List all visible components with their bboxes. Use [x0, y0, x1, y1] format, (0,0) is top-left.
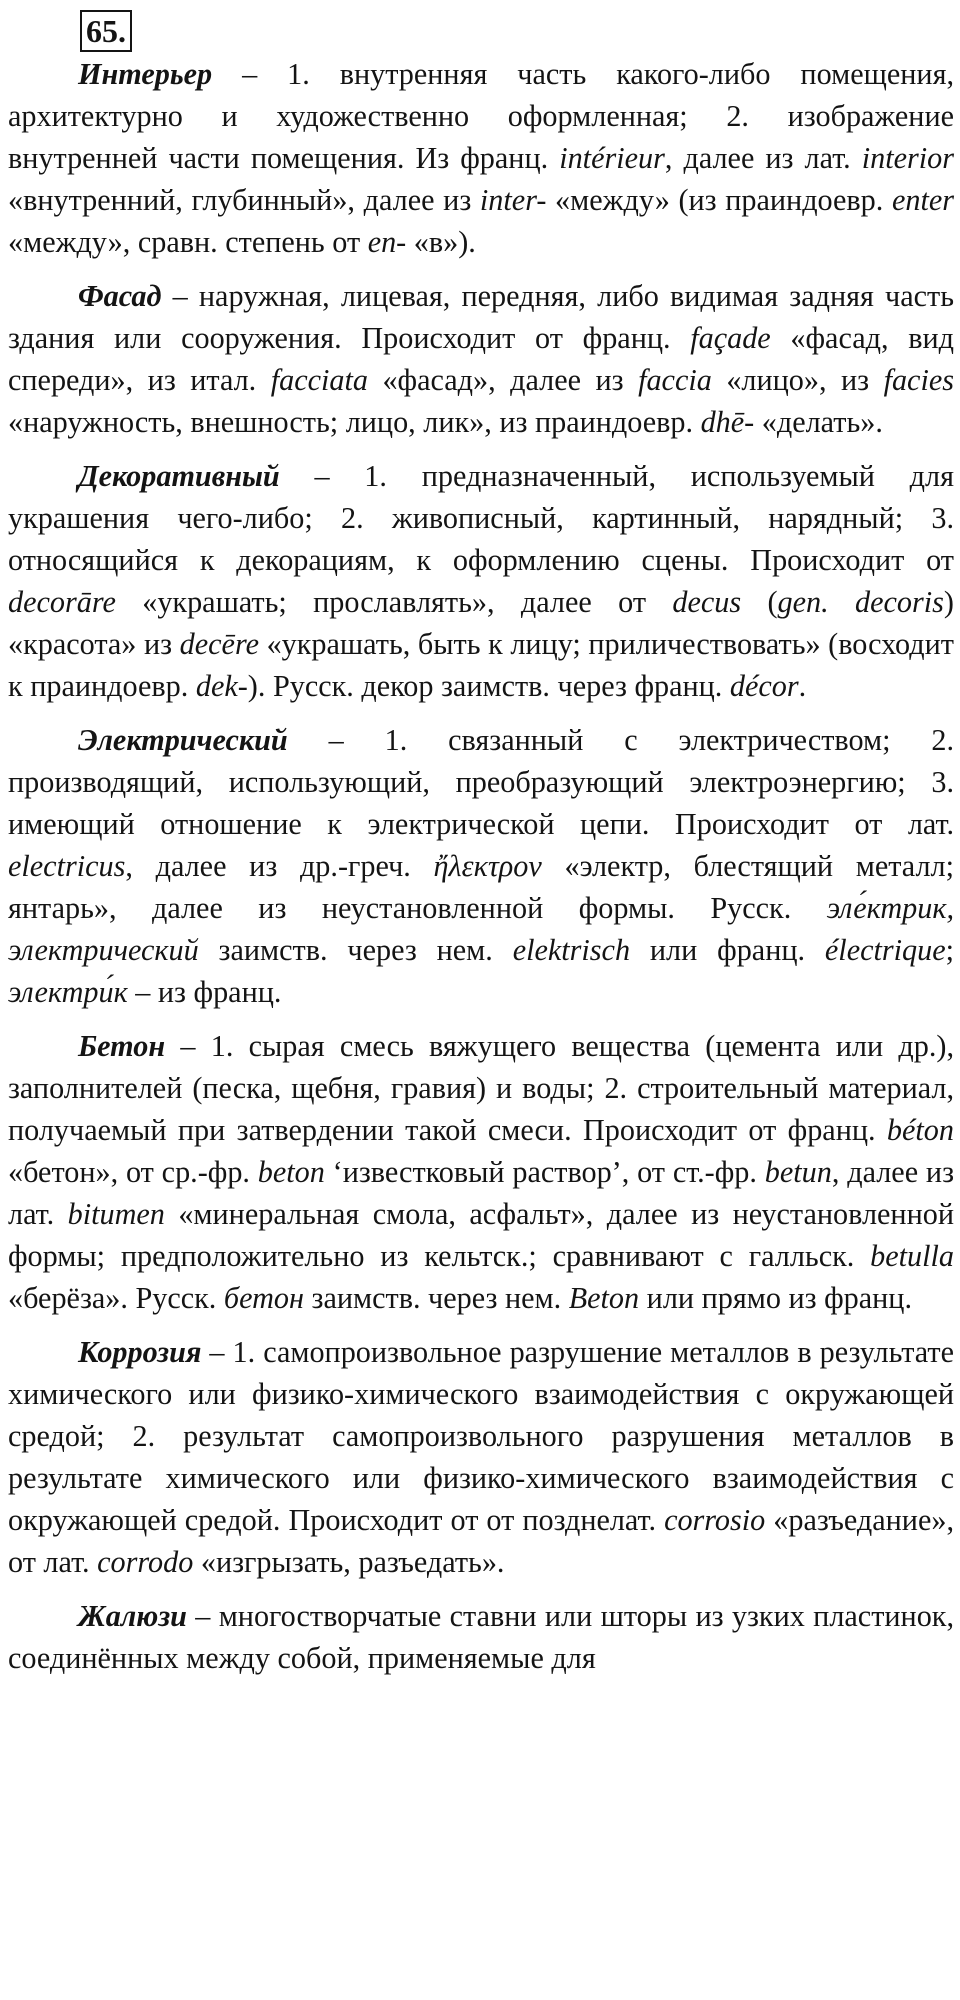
entry-text: «фасад», далее из [367, 363, 639, 397]
entry-term: Жалюзи [78, 1599, 187, 1633]
entry-text: «электр, блестящий металл; янтарь», далее из неустановленной формы. Русск. [8, 849, 954, 925]
entry-text: – 1. самопроизвольное разрушение металлов в результате химического или физико-химического взаимодействия с окружающей средой; 2. результат самопроизвольного разрушения металлов в результате химического или физико-химического взаимодействия с окружающей средой. Происходит от от позднелат. [8, 1335, 954, 1537]
entry-text: или франц. [630, 933, 825, 967]
italic-form: бетон [223, 1281, 304, 1315]
entry-text: заимств. через нем. [198, 933, 513, 967]
entry-term: Бетон [78, 1029, 166, 1063]
italic-form: betulla [870, 1239, 954, 1273]
entry-term: Коррозия [78, 1335, 202, 1369]
entry-text: «берёза». Русск. [8, 1281, 224, 1315]
italic-form: béton [886, 1113, 954, 1147]
italic-form: interior [861, 141, 954, 175]
entry-text: «минеральная смола, асфальт», далее из неустановленной формы; предположительно из кельтск.; сравнивают с галльск. [8, 1197, 954, 1273]
dictionary-entry [8, 1595, 954, 1679]
italic-form: corrosio [664, 1503, 766, 1537]
italic-form: inter- [479, 183, 547, 217]
entry-term: Декоративный [78, 459, 280, 493]
entry-text: «разъедание», от лат. [8, 1503, 955, 1579]
italic-form: ἤλεκτρον [433, 849, 542, 883]
italic-form: intérieur [559, 141, 665, 175]
italic-form: en- [367, 225, 407, 259]
italic-form: эле́ктрик, электрический [8, 891, 954, 967]
exercise-number: 65. [80, 10, 132, 52]
italic-form: bitumen [67, 1197, 165, 1231]
italic-form: facies [883, 363, 954, 397]
entry-text: «наружность, внешность; лицо, лик», из праиндоевр. [8, 405, 701, 439]
entry-term: Электрический [78, 723, 288, 757]
entry-text: – 1. внутренняя часть какого-либо помещения, архитектурно и художественно оформленная; 2. изображение внутренней части помещения. Из франц. [8, 57, 954, 175]
italic-form: elektrisch [512, 933, 631, 967]
entry-text: , далее из лат. [664, 141, 862, 175]
entry-text: . [798, 669, 807, 703]
entry-text: – 1. связанный с электричеством; 2. производящий, использующий, преобразующий электроэнергию; 3. имеющий отношение к электрической цепи. Происходит от лат. [8, 723, 954, 841]
entry-term: Интерьер [78, 57, 213, 91]
dictionary-entry [8, 455, 954, 707]
italic-form: betun [764, 1155, 832, 1189]
italic-form: enter [891, 183, 954, 217]
italic-form: электри́к [8, 975, 128, 1009]
exercise-header [8, 10, 954, 53]
entry-text: «внутренний, глубинный», далее из [8, 183, 480, 217]
dictionary-entry [8, 275, 954, 443]
italic-form: facciata [270, 363, 368, 397]
entry-text: – многостворчатые ставни или шторы из узких пластинок, соединённых между собой, применяемые для [8, 1599, 954, 1675]
entry-text: – из франц. [127, 975, 282, 1009]
entry-text: «лицо», из [711, 363, 884, 397]
italic-form: decorāre [8, 585, 116, 619]
italic-form: beton [257, 1155, 325, 1189]
italic-form: façade [690, 321, 771, 355]
italic-form: faccia [638, 363, 712, 397]
dictionary-entry [8, 1331, 954, 1583]
entry-text: , далее из лат. [8, 1155, 954, 1231]
entry-text: «делать». [754, 405, 883, 439]
entry-term: Фасад [78, 279, 162, 313]
entry-text: «в»). [406, 225, 476, 259]
italic-form: electricus [8, 849, 126, 883]
entry-text: «между», сравн. степень от [8, 225, 368, 259]
dictionary-entries [8, 53, 954, 1679]
dictionary-entry [8, 1025, 954, 1319]
entry-text: ‘известковый раствор’, от ст.-фр. [324, 1155, 765, 1189]
italic-form: decus [672, 585, 742, 619]
entry-text: – наружная, лицевая, передняя, либо видимая задняя часть здания или сооружения. Происходит от франц. [8, 279, 954, 355]
entry-text: ; [945, 933, 954, 967]
italic-form: dhē- [700, 405, 755, 439]
entry-text: ( [741, 585, 778, 619]
italic-form: Beton [568, 1281, 640, 1315]
entry-text: «украшать, быть к лицу; приличествовать» (восходит к праиндоевр. [8, 627, 954, 703]
entry-text: «бетон», от ср.-фр. [8, 1155, 258, 1189]
entry-text: «между» (из праиндоевр. [546, 183, 892, 217]
italic-form: decēre [179, 627, 259, 661]
entry-text: ). Русск. декор заимств. через франц. [247, 669, 730, 703]
entry-text: заимств. через нем. [303, 1281, 569, 1315]
dictionary-entry [8, 53, 954, 263]
entry-text: или прямо из франц. [639, 1281, 913, 1315]
italic-form: dek- [195, 669, 248, 703]
entry-text: «изгрызать, разъедать». [193, 1545, 505, 1579]
entry-text: «фасад, вид спереди», из итал. [8, 321, 954, 397]
entry-text: ) «красота» из [8, 585, 954, 661]
italic-form: gen. decoris [777, 585, 944, 619]
entry-text: , далее из др.-греч. [125, 849, 434, 883]
italic-form: corrodo [97, 1545, 194, 1579]
dictionary-entry [8, 719, 954, 1013]
italic-form: décor [729, 669, 799, 703]
entry-text: «украшать; прославлять», далее от [115, 585, 673, 619]
entry-text: – 1. предназначенный, используемый для украшения чего-либо; 2. живописный, картинный, нарядный; 3. относящийся к декорациям, к оформлению сцены. Происходит от [8, 459, 954, 577]
italic-form: électrique [824, 933, 946, 967]
entry-text: – 1. сырая смесь вяжущего вещества (цемента или др.), заполнителей (песка, щебня, гравия) и воды; 2. строительный материал, получаемый при затвердении такой смеси. Происходит от франц. [8, 1029, 954, 1147]
